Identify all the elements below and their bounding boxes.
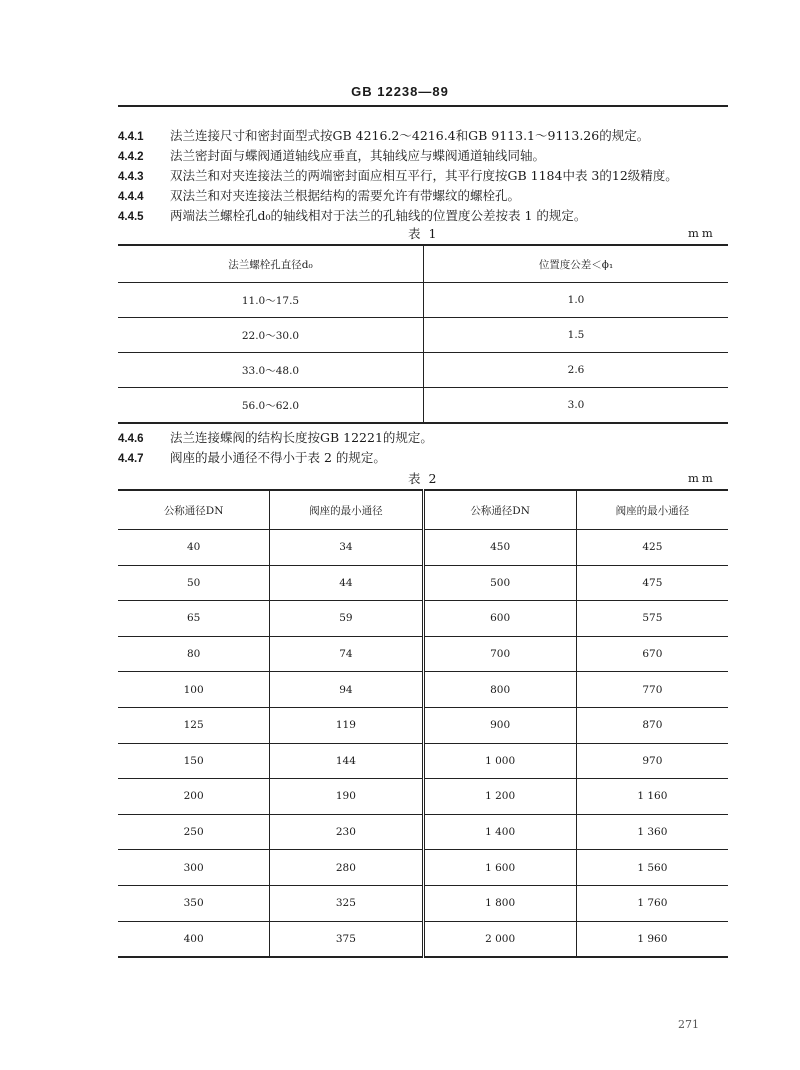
clause-text: 法兰连接尺寸和密封面型式按GB 4216.2～4216.4和GB 9113.1～9113.26的规定。 <box>170 128 650 143</box>
table-cell: 425 <box>576 530 728 566</box>
table-cell: 40 <box>118 530 270 566</box>
table-cell: 670 <box>576 636 728 672</box>
table1-caption: 表 1 <box>408 226 439 241</box>
table-cell: 3.0 <box>567 399 585 411</box>
table-row <box>118 636 728 672</box>
table-cell: 150 <box>118 743 270 779</box>
table-cell: 1 760 <box>576 885 728 921</box>
table-cell: 870 <box>576 707 728 743</box>
table-cell: 800 <box>423 672 576 708</box>
clause-number: 4.4.7 <box>118 453 144 465</box>
table-cell: 65 <box>118 601 270 637</box>
table-cell: 80 <box>118 636 270 672</box>
clause-4-4-4 <box>118 186 520 204</box>
table-cell: 94 <box>270 672 423 708</box>
table-cell: 119 <box>270 707 423 743</box>
table-1 <box>118 244 728 424</box>
clause-number: 4.4.1 <box>118 131 144 143</box>
table-cell: 350 <box>118 885 270 921</box>
table-row <box>118 601 728 637</box>
table-cell: 250 <box>118 814 270 850</box>
table1-unit: mm <box>688 226 716 240</box>
clause-text: 法兰连接蝶阀的结构长度按GB 12221的规定。 <box>170 430 433 445</box>
table-cell: 400 <box>118 921 270 957</box>
table-header-cell: 位置度公差＜ϕ₁ <box>424 245 729 283</box>
table-row <box>118 672 728 708</box>
table-cell: 2.6 <box>424 353 729 388</box>
table-cell: 230 <box>270 814 423 850</box>
table-cell: 190 <box>270 779 423 815</box>
table-cell: 50 <box>118 565 270 601</box>
table-row <box>118 530 728 566</box>
table-header-cell: 阀座的最小通径 <box>576 490 728 530</box>
table-cell: 22.0～30.0 <box>118 318 424 353</box>
table-cell: 770 <box>576 672 728 708</box>
table-cell: 500 <box>423 565 576 601</box>
table-row <box>118 318 728 353</box>
table-header-cell: 阀座的最小通径 <box>270 490 423 530</box>
table-row <box>118 353 728 388</box>
clause-number: 4.4.4 <box>118 191 144 203</box>
table-cell: 280 <box>270 850 423 886</box>
table-row <box>118 707 728 743</box>
table-row <box>118 850 728 886</box>
table-2 <box>118 489 728 958</box>
table-cell: 1 400 <box>423 814 576 850</box>
table-header-cell: 公称通径DN <box>118 490 270 530</box>
table-row <box>118 388 728 424</box>
table-cell: 1.0 <box>424 283 729 318</box>
table-cell: 11.0～17.5 <box>118 283 424 318</box>
table-cell: 1 200 <box>423 779 576 815</box>
clause-text: 法兰密封面与蝶阀通道轴线应垂直，其轴线应与蝶阀通道轴线同轴。 <box>170 148 546 163</box>
clause-4-4-6 <box>118 428 433 446</box>
clause-text: 阀座的最小通径不得小于表 2 的规定。 <box>170 450 386 465</box>
page-number: 271 <box>678 1018 699 1031</box>
clause-number: 4.4.2 <box>118 151 144 163</box>
clause-4-4-3 <box>118 166 678 184</box>
table-cell: 1 560 <box>576 850 728 886</box>
table-row <box>118 283 728 318</box>
table-cell: 300 <box>118 850 270 886</box>
table-header-cell: 公称通径DN <box>423 490 576 530</box>
header-rule <box>118 105 728 107</box>
table-header-cell: 法兰螺栓孔直径d₀ <box>118 245 424 283</box>
table-header-row <box>118 490 728 530</box>
clause-text: 两端法兰螺栓孔d₀的轴线相对于法兰的孔轴线的位置度公差按表 1 的规定。 <box>170 208 587 223</box>
table-cell: 100 <box>118 672 270 708</box>
table2-unit: mm <box>688 471 716 485</box>
table-row <box>118 779 728 815</box>
table-cell: 325 <box>270 885 423 921</box>
table-row <box>118 743 728 779</box>
table-cell: 475 <box>576 565 728 601</box>
table-cell: 74 <box>270 636 423 672</box>
table-cell: 1 000 <box>423 743 576 779</box>
clause-4-4-2 <box>118 146 545 164</box>
clause-4-4-5 <box>118 206 586 224</box>
table-cell: 2 000 <box>423 921 576 957</box>
clause-text: 双法兰和对夹连接法兰的两端密封面应相互平行，其平行度按GB 1184中表 3的12级精度。 <box>170 168 678 183</box>
table-cell: 144 <box>270 743 423 779</box>
table-cell: 970 <box>576 743 728 779</box>
table-cell: 125 <box>118 707 270 743</box>
table-cell: 44 <box>270 565 423 601</box>
table-cell: 1 800 <box>423 885 576 921</box>
table-cell: 1 600 <box>423 850 576 886</box>
table-cell: 59 <box>270 601 423 637</box>
table-cell: 575 <box>576 601 728 637</box>
document-header: GB 12238—89 <box>351 84 449 99</box>
clause-number: 4.4.3 <box>118 171 144 183</box>
table-cell: 34 <box>270 530 423 566</box>
clause-4-4-1 <box>118 126 649 144</box>
table-cell: 1 960 <box>637 932 668 945</box>
table-cell: 56.0～62.0 <box>118 388 424 424</box>
table-cell: 450 <box>423 530 576 566</box>
table-cell: 200 <box>118 779 270 815</box>
table-cell: 33.0～48.0 <box>118 353 424 388</box>
clause-text: 双法兰和对夹连接法兰根据结构的需要允许有带螺纹的螺栓孔。 <box>170 188 521 203</box>
table-header-row <box>118 245 728 283</box>
table-row <box>118 565 728 601</box>
table-row <box>118 814 728 850</box>
table-row <box>118 885 728 921</box>
table-row <box>118 921 728 957</box>
table-cell: 1 160 <box>576 779 728 815</box>
clause-number: 4.4.6 <box>118 433 144 445</box>
table-cell: 1.5 <box>424 318 729 353</box>
clause-4-4-7 <box>118 448 386 466</box>
table-cell: 700 <box>423 636 576 672</box>
table-cell: 900 <box>423 707 576 743</box>
table-cell: 1 360 <box>576 814 728 850</box>
table-cell: 375 <box>270 921 423 957</box>
clause-number: 4.4.5 <box>118 211 144 223</box>
table-cell: 600 <box>423 601 576 637</box>
table2-caption: 表 2 <box>408 471 439 486</box>
